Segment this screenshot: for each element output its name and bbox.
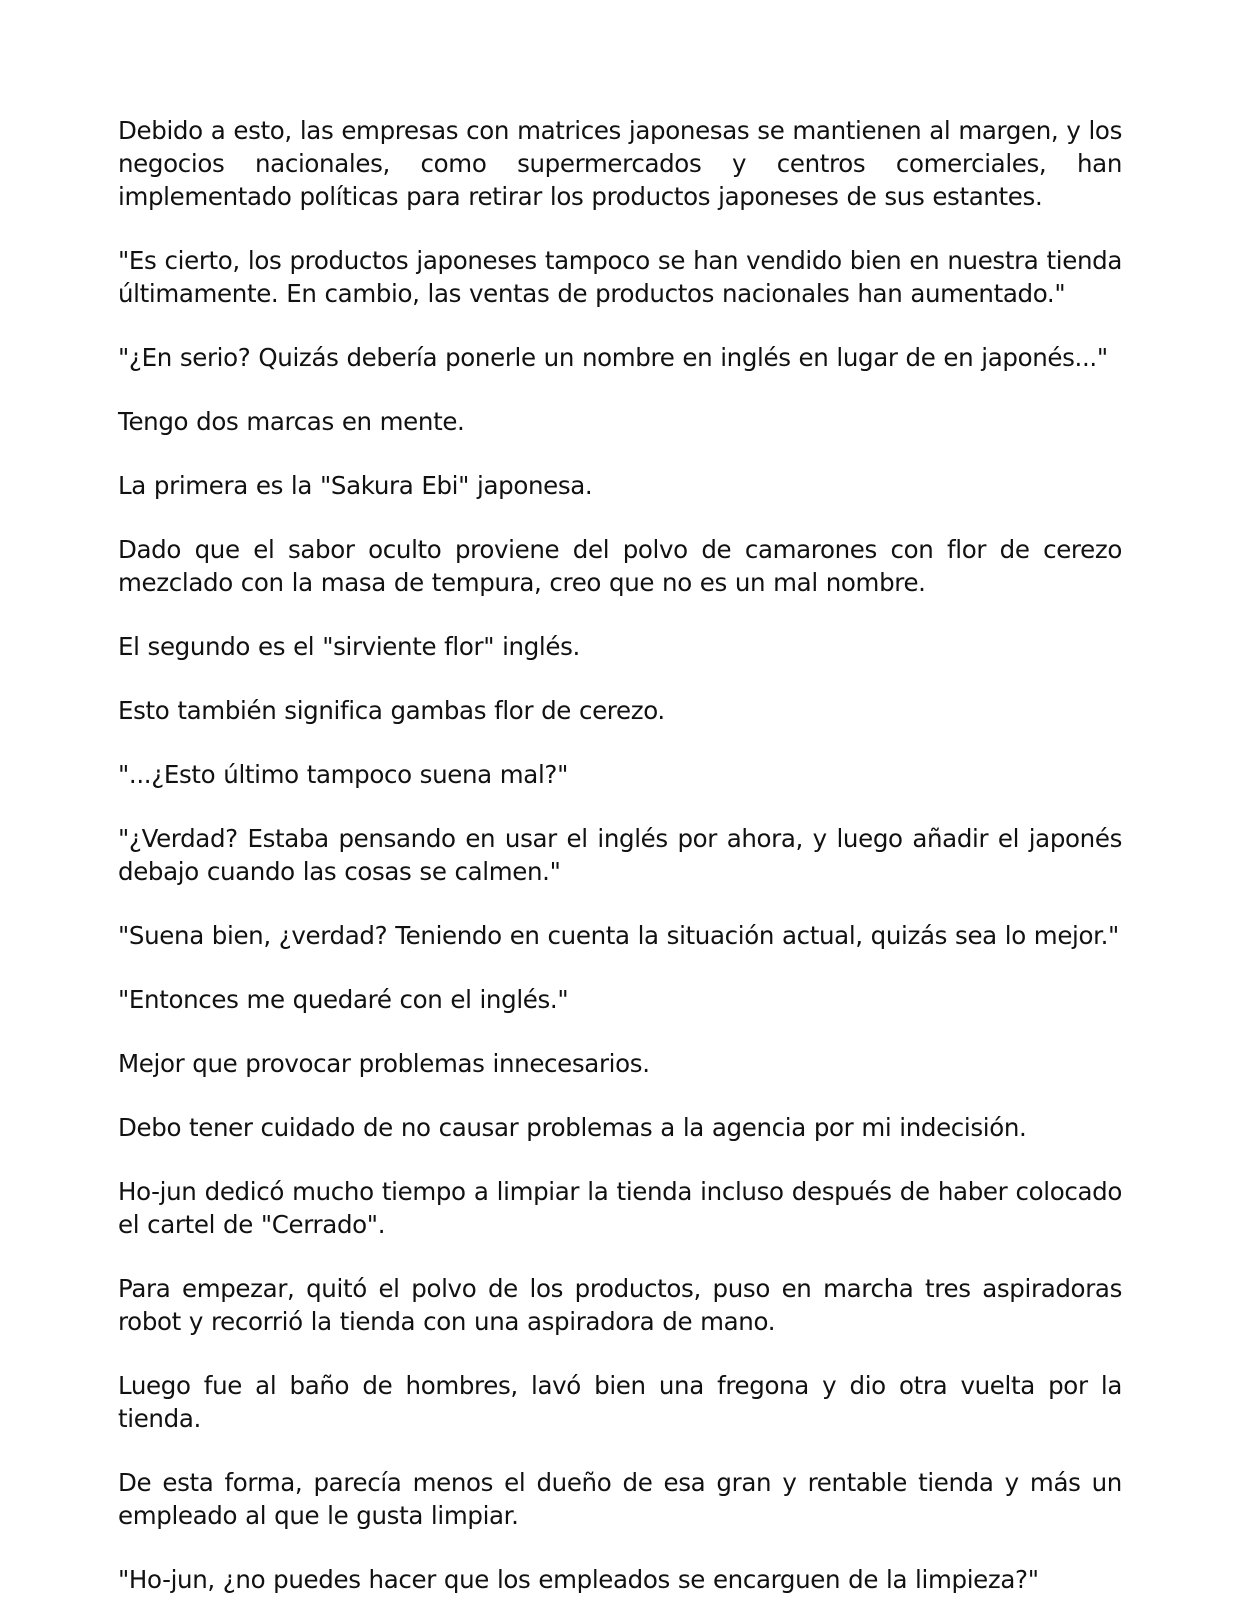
paragraph: Debido a esto, las empresas con matrices japonesas se mantienen al margen, y los negocios nacionales, como supermercados y centros comerciales, han implementado políticas para retirar los productos japoneses de sus estantes. bbox=[118, 116, 1122, 211]
paragraph: De esta forma, parecía menos el dueño de esa gran y rentable tienda y más un empleado al que le gusta limpiar. bbox=[118, 1468, 1122, 1530]
paragraph: "Entonces me quedaré con el inglés." bbox=[118, 985, 569, 1014]
paragraph: Mejor que provocar problemas innecesarios. bbox=[118, 1049, 650, 1078]
paragraph: Esto también significa gambas flor de cerezo. bbox=[118, 696, 665, 725]
paragraph: "Ho-jun, ¿no puedes hacer que los empleados se encarguen de la limpieza?" bbox=[118, 1565, 1039, 1594]
paragraph: La primera es la "Sakura Ebi" japonesa. bbox=[118, 471, 593, 500]
paragraph: Ho-jun dedicó mucho tiempo a limpiar la tienda incluso después de haber colocado el cartel de "Cerrado". bbox=[118, 1177, 1122, 1239]
paragraph: "¿Verdad? Estaba pensando en usar el inglés por ahora, y luego añadir el japonés debajo cuando las cosas se calmen." bbox=[118, 824, 1122, 886]
paragraph: El segundo es el "sirviente flor" inglés. bbox=[118, 632, 580, 661]
paragraph: "¿En serio? Quizás debería ponerle un nombre en inglés en lugar de en japonés..." bbox=[118, 343, 1108, 372]
body-text bbox=[118, 114, 1122, 1596]
paragraph: Luego fue al baño de hombres, lavó bien una fregona y dio otra vuelta por la tienda. bbox=[118, 1371, 1122, 1433]
paragraph: "Suena bien, ¿verdad? Teniendo en cuenta la situación actual, quizás sea lo mejor." bbox=[118, 921, 1119, 950]
paragraph: "...¿Esto último tampoco suena mal?" bbox=[118, 760, 568, 789]
paragraph: Tengo dos marcas en mente. bbox=[118, 407, 465, 436]
paragraph: Para empezar, quitó el polvo de los productos, puso en marcha tres aspiradoras robot y recorrió la tienda con una aspiradora de mano. bbox=[118, 1274, 1122, 1336]
paragraph: "Es cierto, los productos japoneses tampoco se han vendido bien en nuestra tienda últimamente. En cambio, las ventas de productos nacionales han aumentado." bbox=[118, 246, 1122, 308]
paragraph: Debo tener cuidado de no causar problemas a la agencia por mi indecisión. bbox=[118, 1113, 1027, 1142]
paragraph: Dado que el sabor oculto proviene del polvo de camarones con flor de cerezo mezclado con la masa de tempura, creo que no es un mal nombre. bbox=[118, 535, 1122, 597]
